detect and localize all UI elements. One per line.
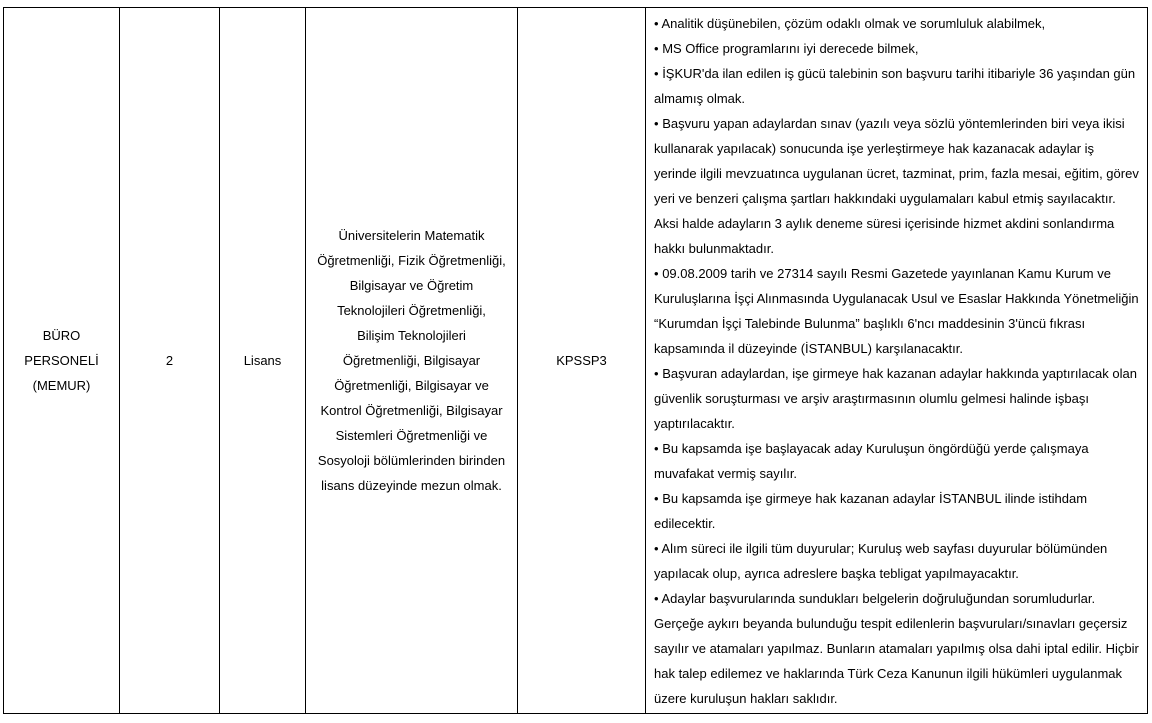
list-item: • Analitik düşünebilen, çözüm odaklı olmak ve sorumluluk alabilmek, [654,16,1046,31]
position-count: 2 [165,353,174,368]
bullet-icon: • [654,66,659,81]
education-cell [220,8,306,714]
position-cell [4,8,120,714]
bullet-icon: • [654,491,659,506]
list-item: • Bu kapsamda işe başlayacak aday Kuruluşun öngördüğü yerde çalışmaya muvafakat vermiş sayılır. [654,441,1089,481]
bullet-icon: • [654,541,659,556]
list-item: • 09.08.2009 tarih ve 27314 sayılı Resmi Gazetede yayınlanan Kamu Kurum ve Kuruluşlarına İşçi Alınmasında Uygulanacak Usul ve Esaslar Hakkında Yönetmeliğin “Kurumdan İşçi Talebinde Bulunma” başlıklı 6'ncı maddesinin 3'üncü fıkrası kapsamında il düzeyinde (İSTANBUL) karşılanacaktır. [654,266,1139,356]
bullet-icon: • [654,116,659,131]
list-item: • MS Office programlarını iyi derecede bilmek, [654,41,919,56]
bullet-icon: • [654,591,659,606]
list-item: • Başvuru yapan adaylardan sınav (yazılı veya sözlü yöntemlerinden biri veya ikisi kullanarak yapılacak) sonucunda işe yerleştirmeye hak kazanacak adaylar iş yerinde ilgili mevzuatınca uygulanan ücret, tazminat, prim, fazla mesai, eğitim, görev yeri ve benzeri çalışma şartları hakkındaki uygulamaları kabul etmiş sayılacaktır. Aksi halde adayların 3 aylık deneme süresi içerisinde hizmet akdini sonlandırma hakkı bulunmaktadır. [654,116,1139,256]
list-item: • Adaylar başvurularında sundukları belgelerin doğruluğundan sorumludurlar. Gerçeğe aykırı beyanda bulunduğu tespit edilenlerin başvuruları/sınavları geçersiz sayılır ve atamaları yapılmaz. Bunların atamaları yapılmış olsa dahi iptal edilir. Hiçbir hak talep edilemez ve haklarında Türk Ceza Kanunun ilgili hükümleri uygulanmak üzere kuruluşun hakları saklıdır. [654,591,1139,706]
exam-cell [518,8,646,714]
departments-cell [306,8,518,714]
table-row [4,8,1148,714]
position-title: BÜRO PERSONELİ (MEMUR) [24,328,99,393]
bullet-icon: • [654,441,659,456]
list-item: • İŞKUR'da ilan edilen iş gücü talebinin son başvuru tarihi itibariyle 36 yaşından gün almamış olmak. [654,66,1136,106]
count-cell [120,8,220,714]
bullet-icon: • [654,41,659,56]
list-item: • Bu kapsamda işe girmeye hak kazanan adaylar İSTANBUL ilinde istihdam edilecektir. [654,491,1088,531]
list-item: • Başvuran adaylardan, işe girmeye hak kazanan adaylar hakkında yaptırılacak olan güvenlik soruşturması ve arşiv araştırmasının olumlu gelmesi halinde işbaşı yaptırılacaktır. [654,366,1137,431]
list-item: • Alım süreci ile ilgili tüm duyurular; Kuruluş web sayfası duyurular bölümünden yapılacak olup, ayrıca adreslere başka tebligat yapılmayacaktır. [654,541,1108,581]
job-posting-table [3,7,1148,714]
exam-type: KPSSP3 [556,353,607,368]
education-level: Lisans [243,353,282,368]
requirements-cell [646,8,1148,714]
bullet-icon: • [654,16,659,31]
departments-text: Üniversitelerin Matematik Öğretmenliği, Fizik Öğretmenliği, Bilgisayar ve Öğretim Teknolojileri Öğretmenliği, Bilişim Teknolojileri Öğretmenliği, Bilgisayar Öğretmenliği, Bilgisayar ve Kontrol Öğretmenliği, Bilgisayar Sistemleri Öğretmenliği ve Sosyoloji bölümlerinden birinden lisans düzeyinde mezun olmak. [317,228,506,493]
bullet-icon: • [654,366,659,381]
bullet-icon: • [654,266,659,281]
